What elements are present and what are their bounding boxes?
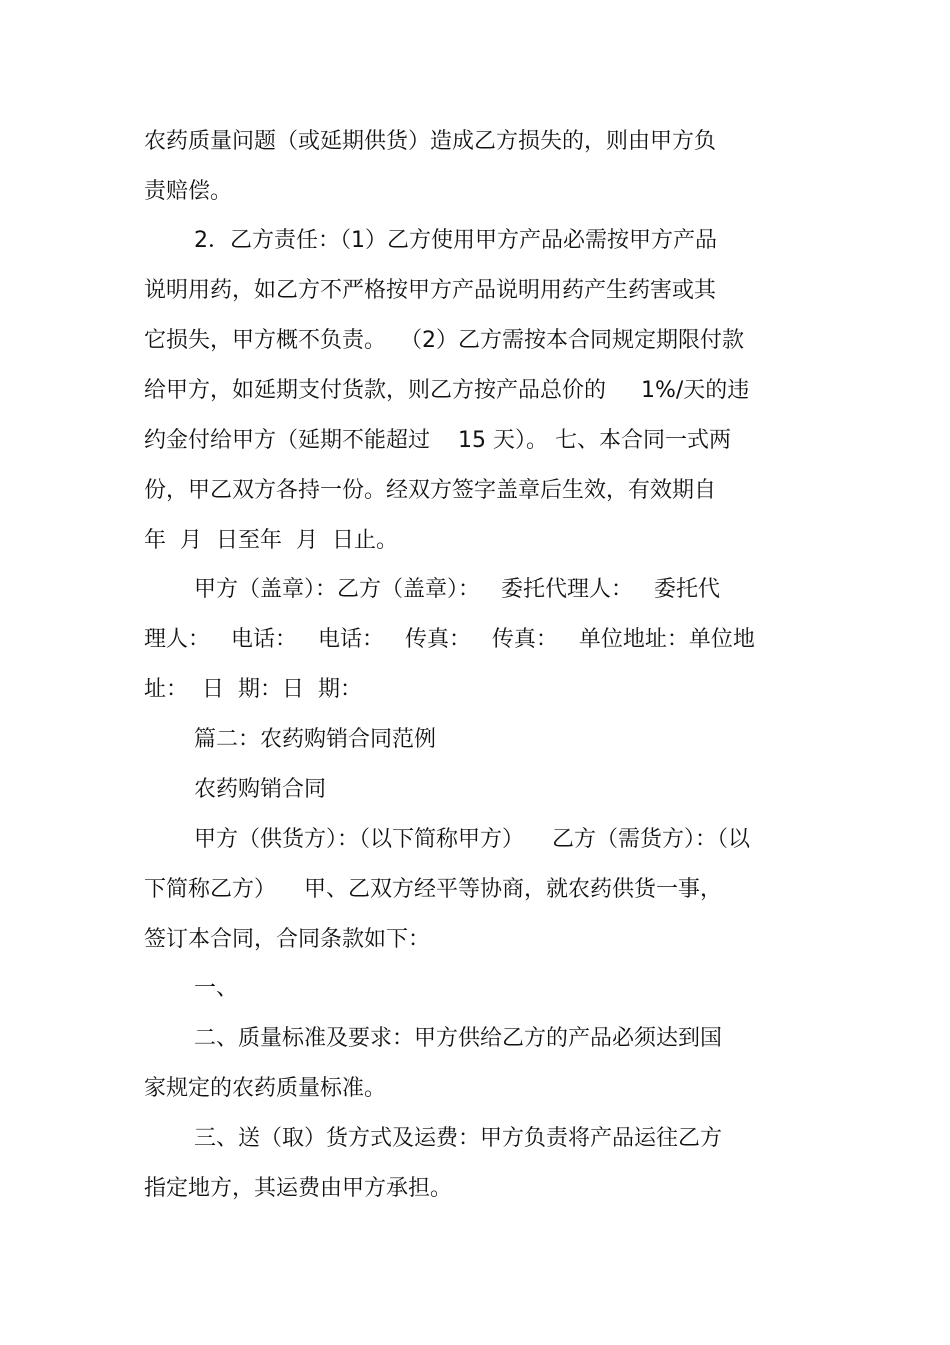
- text-line: 三、送（取）货方式及运费：甲方负责将产品运往乙方: [194, 1126, 723, 1151]
- text-line: 址： 日 期：日 期：: [144, 677, 362, 702]
- text-line: 年 月 日至年 月 日止。: [144, 528, 398, 553]
- text-line: 签订本合同，合同条款如下：: [144, 927, 431, 952]
- text-line: 说明用药，如乙方不严格按甲方产品说明用药产生药害或其: [144, 278, 717, 303]
- section-heading: 篇二：农药购销合同范例: [194, 727, 437, 752]
- text-line: 责赔偿。: [144, 179, 233, 204]
- text-line: 2．乙方责任：（1）乙方使用甲方产品必需按甲方产品: [194, 228, 717, 253]
- text-line: 给甲方，如延期支付货款，则乙方按产品总价的 1%/天的违: [144, 378, 750, 403]
- text-line: 家规定的农药质量标准。: [144, 1076, 387, 1101]
- text-line: 甲方（盖章）：乙方（盖章）： 委托代理人： 委托代: [194, 577, 720, 602]
- contract-title: 农药购销合同: [194, 777, 327, 802]
- text-line: 一、: [194, 976, 239, 1001]
- text-line: 理人： 电话： 电话： 传真： 传真： 单位地址：单位地: [144, 627, 755, 652]
- text-line: 指定地方，其运费由甲方承担。: [144, 1176, 453, 1201]
- text-line: 二、质量标准及要求：甲方供给乙方的产品必须达到国: [194, 1026, 723, 1051]
- text-line: 甲方（供货方）：（以下简称甲方） 乙方（需货方）：（以: [194, 827, 750, 852]
- text-line: 农药质量问题（或延期供货）造成乙方损失的，则由甲方负: [144, 129, 717, 154]
- text-line: 下简称乙方） 甲、乙双方经平等协商，就农药供货一事，: [144, 877, 722, 902]
- text-line: 份，甲乙双方各持一份。经双方签字盖章后生效，有效期自: [144, 478, 717, 503]
- text-line: 它损失，甲方概不负责。 （2）乙方需按本合同规定期限付款: [144, 328, 744, 353]
- text-line: 约金付给甲方（延期不能超过 15 天）。 七、本合同一式两: [144, 428, 731, 453]
